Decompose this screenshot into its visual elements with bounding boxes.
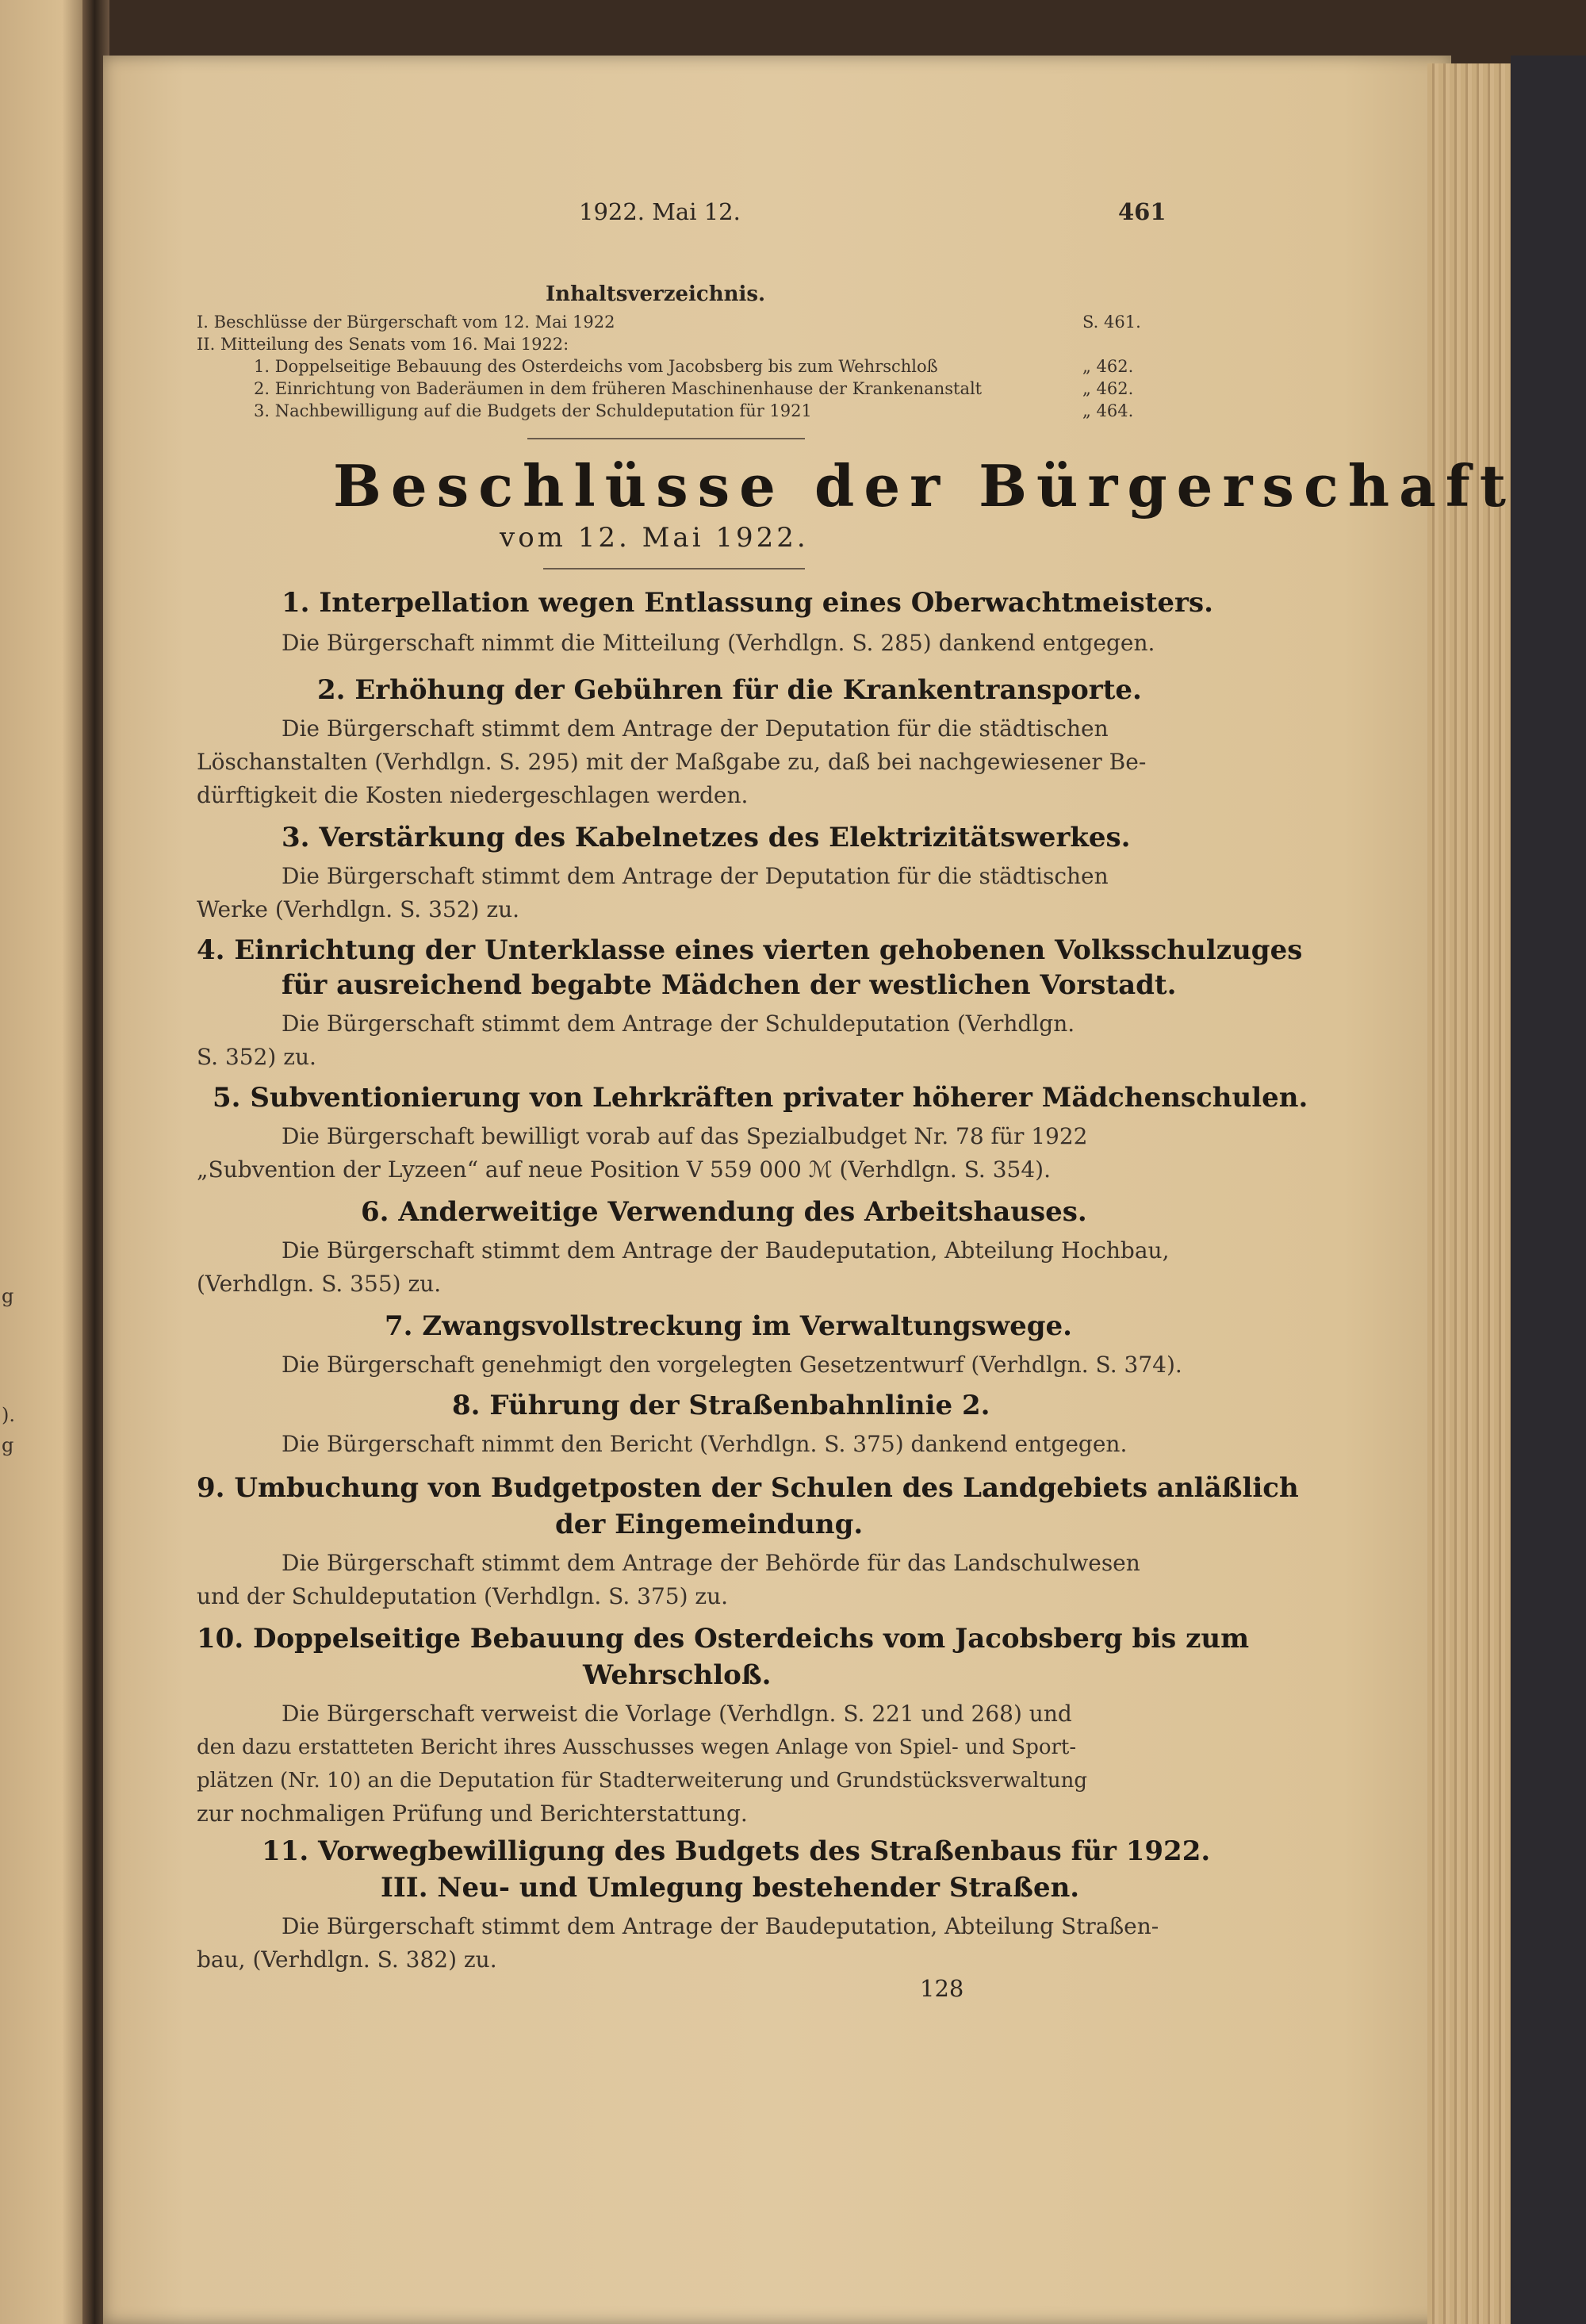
item-text: Löschanstalten (Verhdlgn. S. 295) mit der Maßgabe zu, daß bei nachgewiesener Be- — [197, 749, 1147, 775]
toc-title: Inhaltsverzeichnis. — [546, 282, 766, 306]
item-text: Die Bürgerschaft verweist die Vorlage (Verhdlgn. S. 221 und 268) und — [282, 1701, 1072, 1727]
item-heading: 11. Vorwegbewilligung des Budgets des Straßenbaus für 1922. — [262, 1835, 1211, 1867]
item-heading: 1. Interpellation wegen Entlassung eines Oberwachtmeisters. — [282, 587, 1213, 619]
item-text: Werke (Verhdlgn. S. 352) zu. — [197, 896, 520, 922]
item-heading: 6. Anderweitige Verwendung des Arbeitshauses. — [361, 1196, 1087, 1228]
item-text: Die Bürgerschaft stimmt dem Antrage der Deputation für die städtischen — [282, 863, 1109, 889]
item-text: den dazu erstatteten Bericht ihres Ausschusses wegen Anlage von Spiel- und Sport- — [197, 1735, 1077, 1759]
item-heading: 4. Einrichtung der Unterklasse eines vierten gehobenen Volksschulzuges — [197, 934, 1303, 966]
signature-number: 128 — [920, 1975, 964, 2002]
toc-entry-label: 2. Einrichtung von Baderäumen in dem früheren Maschinenhause der Krankenanstalt — [254, 379, 983, 398]
item-heading: Wehrschloß. — [583, 1659, 772, 1691]
left-margin-mark: g — [2, 1434, 14, 1456]
item-text: Die Bürgerschaft stimmt dem Antrage der Schuldeputation (Verhdlgn. — [282, 1011, 1075, 1037]
page-number: 461 — [1118, 198, 1167, 225]
toc-entry-label: II. Mitteilung des Senats vom 16. Mai 1922: — [197, 335, 569, 354]
book-cover — [1511, 56, 1586, 2324]
toc-entry-page: „ 462. — [1082, 357, 1134, 376]
item-heading: der Eingemeindung. — [555, 1509, 864, 1540]
title-divider — [543, 568, 805, 569]
item-heading: 10. Doppelseitige Bebauung des Osterdeichs vom Jacobsberg bis zum — [197, 1623, 1250, 1655]
item-heading: III. Neu- und Umlegung bestehender Straßen. — [381, 1872, 1080, 1904]
item-text: zur nochmaligen Prüfung und Berichterstattung. — [197, 1801, 748, 1827]
item-text: plätzen (Nr. 10) an die Deputation für Stadterweiterung und Grundstücksverwaltung — [197, 1769, 1088, 1793]
left-margin-mark: ). — [2, 1404, 15, 1426]
item-text: S. 352) zu. — [197, 1044, 316, 1070]
item-text: Die Bürgerschaft genehmigt den vorgelegten Gesetzentwurf (Verhdlgn. S. 374). — [282, 1352, 1182, 1378]
item-text: Die Bürgerschaft nimmt die Mitteilung (Verhdlgn. S. 285) dankend entgegen. — [282, 630, 1155, 656]
item-text: Die Bürgerschaft stimmt dem Antrage der Behörde für das Landschulwesen — [282, 1550, 1140, 1576]
item-text: Die Bürgerschaft stimmt dem Antrage der Baudeputation, Abteilung Straßen- — [282, 1913, 1159, 1939]
document-title: Beschlüsse der Bürgerschaft — [333, 452, 1516, 520]
item-text: „Subvention der Lyzeen“ auf neue Position V 559 000 ℳ (Verhdlgn. S. 354). — [197, 1156, 1051, 1183]
left-margin-mark: g — [2, 1285, 14, 1307]
item-text: (Verhdlgn. S. 355) zu. — [197, 1271, 442, 1297]
item-heading: für ausreichend begabte Mädchen der westlichen Vorstadt. — [282, 969, 1177, 1001]
item-heading: 8. Führung der Straßenbahnlinie 2. — [452, 1390, 990, 1421]
item-text: Die Bürgerschaft nimmt den Bericht (Verhdlgn. S. 375) dankend entgegen. — [282, 1431, 1128, 1457]
toc-entry-page: „ 462. — [1082, 379, 1134, 398]
toc-entry-label: I. Beschlüsse der Bürgerschaft vom 12. Mai 1922 — [197, 313, 615, 332]
toc-entry-label: 1. Doppelseitige Bebauung des Osterdeichs vom Jacobsberg bis zum Wehrschloß — [254, 357, 938, 376]
left-page-edge — [0, 0, 89, 2324]
toc-entry-label: 3. Nachbewilligung auf die Budgets der Schuldeputation für 1921 — [254, 401, 812, 420]
running-head-date: 1922. Mai 12. — [579, 198, 741, 225]
document-subtitle: vom 12. Mai 1922. — [500, 522, 809, 554]
item-text: Die Bürgerschaft stimmt dem Antrage der Deputation für die städtischen — [282, 715, 1109, 742]
item-text: Die Bürgerschaft stimmt dem Antrage der Baudeputation, Abteilung Hochbau, — [282, 1237, 1170, 1264]
item-heading: 7. Zwangsvollstreckung im Verwaltungswege. — [385, 1310, 1072, 1342]
item-heading: 5. Subventionierung von Lehrkräften privater höherer Mädchenschulen. — [213, 1082, 1308, 1114]
item-text: Die Bürgerschaft bewilligt vorab auf das Spezialbudget Nr. 78 für 1922 — [282, 1123, 1088, 1149]
item-text: dürftigkeit die Kosten niedergeschlagen werden. — [197, 782, 749, 808]
item-text: bau, (Verhdlgn. S. 382) zu. — [197, 1946, 497, 1973]
toc-entry-page: „ 464. — [1082, 401, 1134, 420]
item-heading: 3. Verstärkung des Kabelnetzes des Elektrizitätswerkes. — [282, 822, 1131, 853]
item-text: und der Schuldeputation (Verhdlgn. S. 375) zu. — [197, 1583, 729, 1609]
item-heading: 9. Umbuchung von Budgetposten der Schulen des Landgebiets anläßlich — [197, 1472, 1299, 1504]
toc-divider — [527, 438, 805, 439]
toc-entry-page: S. 461. — [1082, 313, 1141, 332]
item-heading: 2. Erhöhung der Gebühren für die Krankentransporte. — [317, 674, 1142, 706]
